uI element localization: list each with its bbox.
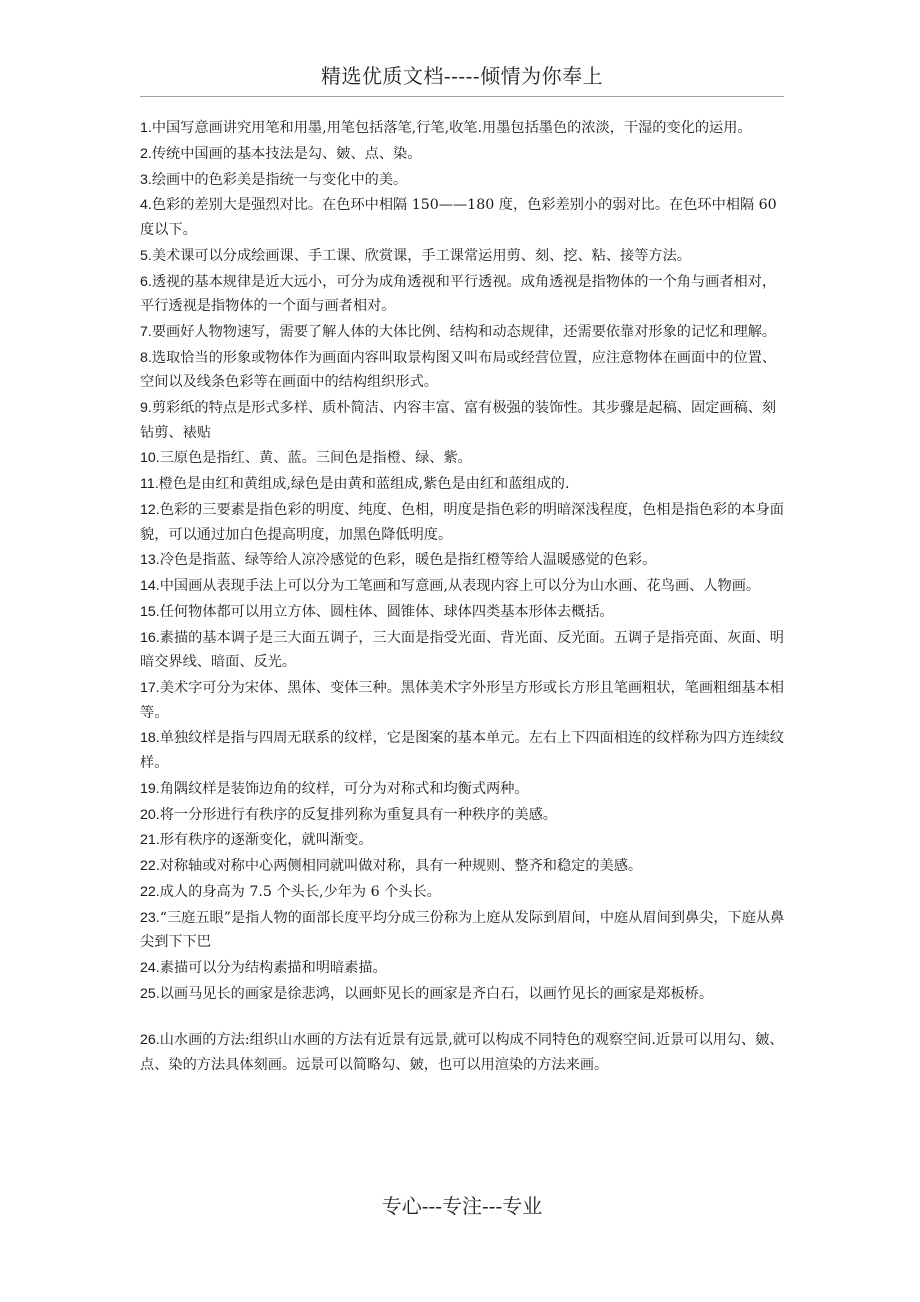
item-number: 6. [140,273,152,290]
item-number: 1. [140,120,152,136]
item-text: “三庭五眼”是指人物的面部长度平均分成三份称为上庭从发际到眉间，中庭从眉间到鼻尖，下庭从鼻尖到下下巴 [140,909,785,951]
item-text: 单独纹样是指与四周无联系的纹样，它是图案的基本单元。左右上下四面相连的纹样称为四方连续纹样。 [140,730,784,772]
list-item [140,472,790,497]
list-item [140,396,790,445]
item-number: 14. [140,578,160,595]
item-text: 透视的基本规律是近大远小，可分为成角透视和平行透视。成角透视是指物体的一个角与画者相对，平行透视是指物体的一个面与画者相对。 [140,273,777,315]
item-number: 25. [140,985,160,1002]
list-item [140,676,790,725]
item-text: 美术字可分为宋体、黑体、变体三种。黑体美术字外形呈方形或长方形且笔画粗状，笔画粗细基本相等。 [140,680,784,721]
list-item [140,270,790,319]
item-text: 色彩的差别大是强烈对比。在色环中相隔 150——180 度，色彩差别小的弱对比。在色环中相隔 60 度以下。 [140,197,777,238]
item-number: 7. [140,323,152,340]
list-item [140,193,790,242]
item-number: 17. [140,680,160,697]
list-item [140,777,790,802]
list-item [140,828,790,853]
item-text: 色彩的三要素是指色彩的明度、纯度、色相，明度是指色彩的明暗深浅程度，色相是指色彩的本身面貌，可以通过加白色提高明度，加黑色降低明度。 [140,501,784,543]
header-title: 精选优质文档-----倾情为你奉上 [320,64,604,88]
item-number: 20. [140,806,160,823]
item-text: 成人的身高为 7.5 个头长,少年为 6 个头长。 [159,883,441,900]
list-item [140,803,790,828]
item-number: 23. [140,909,160,926]
list-item [140,244,790,269]
page-header [140,62,784,97]
document-body [140,116,790,1079]
item-text: 形有秩序的逐渐变化，就叫渐变。 [159,832,373,849]
list-item [140,498,790,547]
item-text: 素描的基本调子是三大面五调子，三大面是指受光面、背光面、反光面。五调子是指亮面、灰面、明暗交界线、暗面、反光。 [140,629,784,671]
item-text: 山水画的方法:组织山水画的方法有近景有远景,就可以构成不同特色的观察空间.近景可以用勾、皴、点、染的方法具体刻画。远景可以简略勾、皴，也可以用渲染的方法来画。 [140,1032,784,1074]
item-number: 22. [140,858,160,875]
item-number: 3. [140,171,152,188]
list-item [140,600,790,625]
list-item [140,446,790,471]
page-footer [140,1192,784,1220]
item-number: 21. [140,832,160,849]
list-item [140,626,790,675]
item-text: 对称轴或对称中心两侧相同就叫做对称，具有一种规则、整齐和稳定的美感。 [159,858,643,875]
item-number: 19. [140,780,160,797]
footer-text: 专心---专注---专业 [381,1194,543,1218]
item-number: 9. [140,400,152,417]
item-number: 2. [140,145,152,162]
item-text: 将一分形进行有秩序的反复排列称为重复具有一种秩序的美感。 [159,806,557,823]
item-text: 传统中国画的基本技法是勾、皴、点、染。 [151,145,422,162]
list-item [140,320,790,345]
list-item [140,726,790,775]
item-number: 13. [140,552,160,569]
item-text: 中国写意画讲究用笔和用墨,用笔包括落笔,行笔,收笔.用墨包括墨色的浓淡，干湿的变化的运用。 [151,120,752,136]
item-number: 10. [140,450,160,467]
item-number: 22. [140,883,160,900]
item-text: 冷色是指蓝、绿等给人凉冷感觉的色彩，暖色是指红橙等给人温暖感觉的色彩。 [159,552,657,569]
list-item [140,168,790,193]
item-text: 选取恰当的形象或物体作为画面内容叫取景构图又叫布局或经营位置，应注意物体在画面中的位置、空间以及线条色彩等在画面中的结构组织形式。 [140,349,777,391]
item-number: 24. [140,960,160,977]
item-number: 12. [140,501,160,518]
item-text: 剪彩纸的特点是形式多样、质朴简洁、内容丰富、富有极强的装饰性。其步骤是起稿、固定画稿、刻钻剪、裱贴 [140,400,777,441]
item-text: 以画马见长的画家是徐悲鸿，以画虾见长的画家是齐白石，以画竹见长的画家是郑板桥。 [159,985,714,1002]
item-number: 4. [140,197,152,214]
item-number: 16. [140,629,160,646]
item-text: 中国画从表现手法上可以分为工笔画和写意画,从表现内容上可以分为山水画、花鸟画、人物画。 [159,578,761,595]
item-text: 绘画中的色彩美是指统一与变化中的美。 [151,171,408,188]
list-item [140,1028,790,1077]
item-number: 8. [140,349,152,366]
list-item [140,880,790,905]
list-item [140,142,790,167]
item-number: 11. [140,476,159,493]
list-item [140,956,790,981]
list-item [140,548,790,573]
item-text: 要画好人物物速写，需要了解人体的大体比例、结构和动态规律，还需要依靠对形象的记忆和理解。 [151,323,777,340]
list-item [140,116,790,141]
list-item [140,854,790,879]
item-text: 素描可以分为结构素描和明暗素描。 [159,960,387,977]
list-item [140,906,790,955]
item-number: 5. [140,247,152,264]
item-text: 橙色是由红和黄组成,绿色是由黄和蓝组成,紫色是由红和蓝组成的. [158,476,570,493]
item-number: 18. [140,730,160,747]
list-item [140,346,790,395]
item-text: 角隅纹样是装饰边角的纹样，可分为对称式和均衡式两种。 [159,780,529,797]
item-text: 任何物体都可以用立方体、圆柱体、圆锥体、球体四类基本形体去概括。 [159,603,614,620]
item-number: 26. [140,1032,160,1049]
item-text: 三原色是指红、黄、蓝。三间色是指橙、绿、紫。 [159,450,472,467]
list-item [140,574,790,599]
item-text: 美术课可以分成绘画课、手工课、欣赏课，手工课常运用剪、刻、挖、粘、接等方法。 [151,247,691,264]
list-item [140,982,790,1007]
item-number: 15. [140,603,160,620]
